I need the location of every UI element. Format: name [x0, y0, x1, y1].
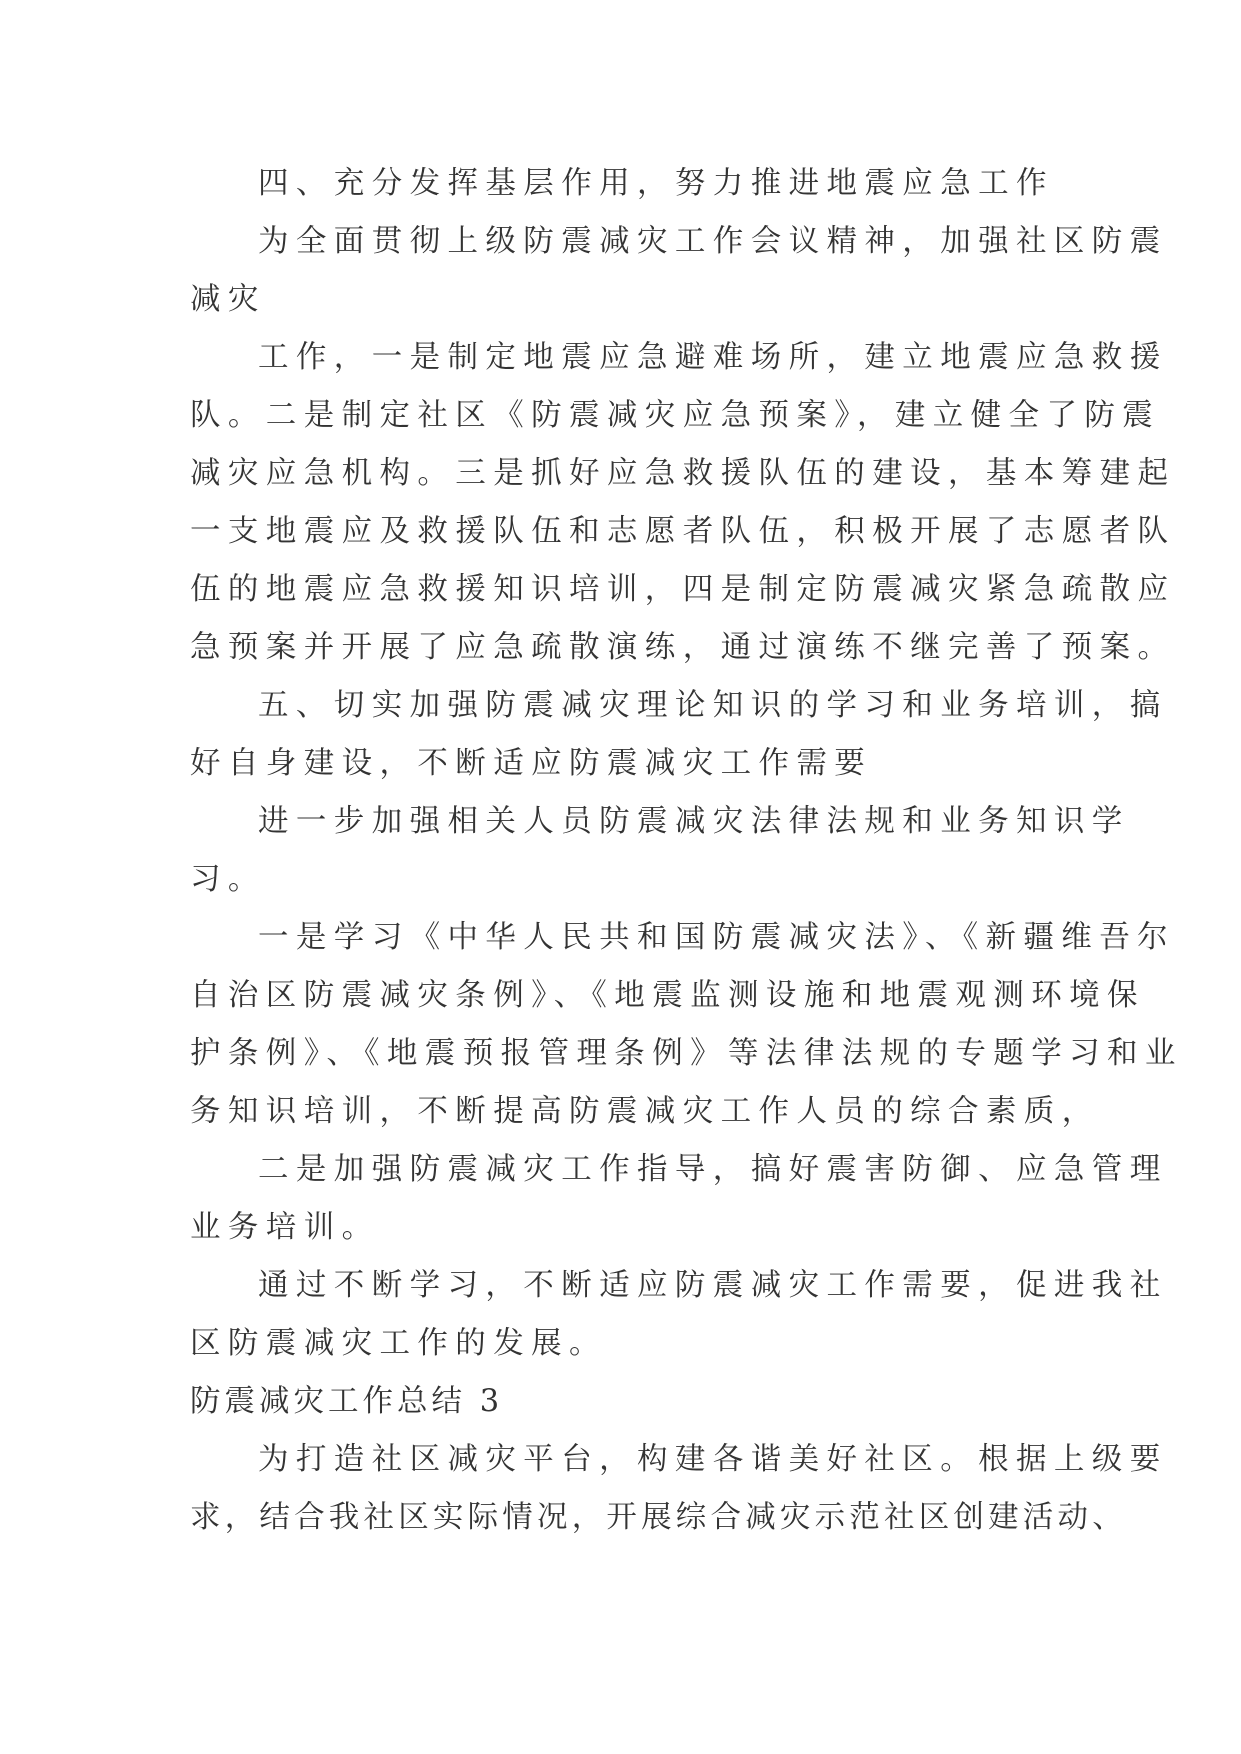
body-line: 二是加强防震减灾工作指导，搞好震害防御、应急管理	[258, 1152, 1168, 1187]
body-line: 工作，一是制定地震应急避难场所，建立地震应急救援	[258, 340, 1168, 375]
body-line: 护条例》、《地震预报管理条例》等法律法规的专题学习和业	[190, 1036, 1183, 1071]
section-four-heading: 四、充分发挥基层作用，努力推进地震应急工作	[258, 166, 1054, 201]
body-line: 队。二是制定社区《防震减灾应急预案》，建立健全了防震	[190, 398, 1161, 433]
body-line: 伍的地震应急救援知识培训，四是制定防震减灾紧急疏散应	[190, 572, 1176, 607]
body-line: 通过不断学习，不断适应防震减灾工作需要，促进我社	[258, 1268, 1168, 1303]
body-line: 为打造社区减灾平台，构建各谐美好社区。根据上级要	[258, 1442, 1168, 1477]
body-line: 业务培训。	[190, 1210, 380, 1245]
body-line: 自治区防震减灾条例》、《地震监测设施和地震观测环境保	[190, 978, 1145, 1013]
summary-3-title: 防震减灾工作总结 3	[190, 1384, 504, 1419]
body-line: 务知识培训，不断提高防震减灾工作人员的综合素质，	[190, 1094, 1100, 1129]
body-line: 区防震减灾工作的发展。	[190, 1326, 607, 1361]
body-line: 进一步加强相关人员防震减灾法律法规和业务知识学	[258, 804, 1130, 839]
section-five-heading-cont: 好自身建设，不断适应防震减灾工作需要	[190, 746, 873, 781]
body-line: 一支地震应及救援队伍和志愿者队伍，积极开展了志愿者队	[190, 514, 1176, 549]
body-line: 为全面贯彻上级防震减灾工作会议精神，加强社区防震	[258, 224, 1168, 259]
body-line: 减灾应急机构。三是抓好应急救援队伍的建设，基本筹建起	[190, 456, 1176, 491]
body-line: 求，结合我社区实际情况，开展综合减灾示范社区创建活动、	[190, 1500, 1127, 1535]
body-line: 减灾	[190, 282, 266, 317]
body-line: 一是学习《中华人民共和国防震减灾法》、《新疆维吾尔	[258, 920, 1175, 955]
body-line: 习。	[190, 862, 266, 897]
section-five-heading: 五、切实加强防震减灾理论知识的学习和业务培训，搞	[258, 688, 1168, 723]
body-line: 急预案并开展了应急疏散演练，通过演练不继完善了预案。	[190, 630, 1176, 665]
